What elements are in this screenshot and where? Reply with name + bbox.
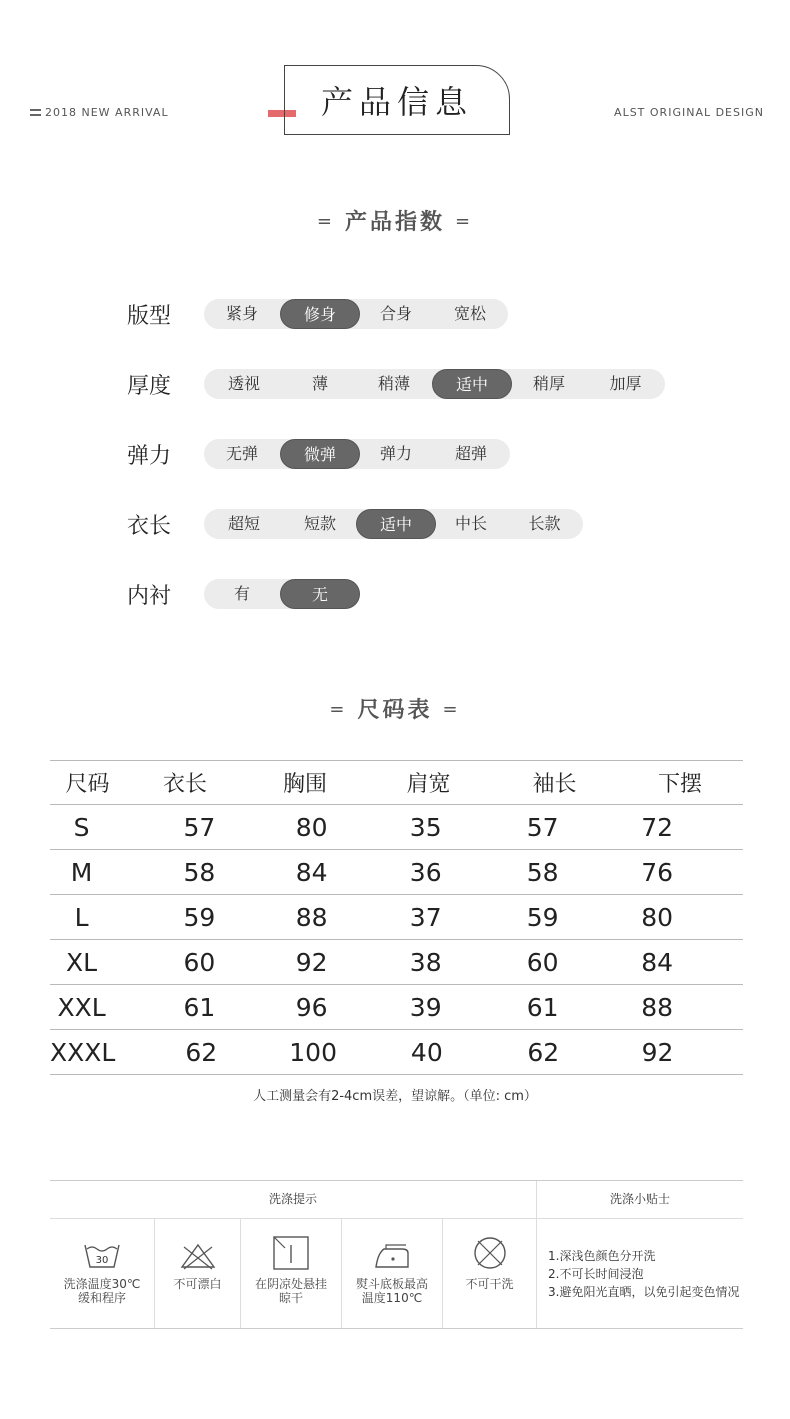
table-cell: 62 bbox=[527, 1037, 560, 1067]
table-header-cell: 胸围 bbox=[282, 772, 327, 797]
table-cell: 96 bbox=[295, 992, 328, 1022]
option-item-selected: 修身 bbox=[280, 299, 360, 329]
measurement-note: 人工测量会有2-4cm误差，望谅解。（单位: cm） bbox=[253, 1089, 537, 1104]
option-item: 短款 bbox=[303, 514, 336, 533]
option-track bbox=[204, 439, 510, 469]
option-track bbox=[204, 579, 360, 609]
option-item: 紧身 bbox=[225, 304, 258, 323]
index-label: 内衬 bbox=[127, 583, 172, 609]
size-chart-title bbox=[0, 693, 790, 724]
care-item bbox=[443, 1219, 536, 1328]
table-cell: 92 bbox=[641, 1037, 674, 1067]
table-cell: XXL bbox=[57, 992, 106, 1022]
eq-icon: = bbox=[455, 211, 474, 232]
table-cell: 59 bbox=[526, 902, 559, 932]
table-row bbox=[50, 1030, 743, 1075]
table-cell: XXXL bbox=[50, 1037, 116, 1067]
option-item-selected: 无 bbox=[280, 579, 360, 609]
table-cell: 60 bbox=[526, 947, 559, 977]
table-cell: 80 bbox=[295, 812, 328, 842]
care-item bbox=[50, 1219, 154, 1328]
index-label: 版型 bbox=[127, 303, 172, 329]
tip-item: 3.避免阳光直晒，以免引起变色情况 bbox=[548, 1285, 740, 1299]
care-label: 晾干 bbox=[278, 1291, 303, 1305]
iron-low-icon bbox=[372, 1239, 412, 1271]
table-cell: 88 bbox=[641, 992, 674, 1022]
wash-temp-text: 30 bbox=[95, 1255, 109, 1266]
care-label: 在阴凉处悬挂 bbox=[254, 1277, 327, 1291]
care-label: 不可漂白 bbox=[173, 1277, 222, 1291]
option-item: 稍薄 bbox=[377, 374, 410, 393]
option-track bbox=[204, 509, 583, 539]
index-row-thickness bbox=[127, 368, 665, 400]
care-label: 熨斗底板最高 bbox=[355, 1277, 428, 1291]
table-cell: 57 bbox=[183, 812, 216, 842]
care-item bbox=[241, 1219, 341, 1328]
table-cell: 39 bbox=[409, 992, 442, 1022]
tip-item: 1.深浅色颜色分开洗 bbox=[548, 1249, 656, 1263]
table-header-row bbox=[50, 760, 743, 805]
tip-item: 2.不可长时间浸泡 bbox=[548, 1267, 644, 1281]
table-cell: 80 bbox=[641, 902, 674, 932]
index-label: 弹力 bbox=[127, 443, 172, 469]
option-item-selected: 适中 bbox=[356, 509, 436, 539]
double-line-icon bbox=[30, 109, 41, 116]
size-chart-title-text: 尺码表 bbox=[357, 698, 433, 723]
header-left-tag bbox=[30, 106, 169, 119]
option-item: 超短 bbox=[227, 514, 260, 533]
table-header-cell: 衣长 bbox=[162, 772, 207, 797]
table-cell: 60 bbox=[183, 947, 216, 977]
eq-icon: = bbox=[316, 211, 335, 232]
option-item: 有 bbox=[233, 584, 250, 603]
option-item: 无弹 bbox=[225, 444, 258, 463]
table-cell: 76 bbox=[641, 857, 674, 887]
option-item: 超弹 bbox=[454, 444, 487, 463]
table-header-cell: 袖长 bbox=[532, 772, 577, 797]
table-cell: 38 bbox=[409, 947, 442, 977]
index-row-length bbox=[127, 508, 583, 540]
care-label: 温度110℃ bbox=[361, 1291, 423, 1305]
page-title: 产品信息 bbox=[284, 65, 510, 135]
table-row bbox=[50, 985, 743, 1030]
option-track bbox=[204, 299, 508, 329]
table-header-cell: 尺码 bbox=[65, 772, 110, 797]
index-label: 衣长 bbox=[127, 513, 172, 539]
table-cell: 36 bbox=[409, 857, 442, 887]
table-cell: 58 bbox=[183, 857, 216, 887]
table-cell: 57 bbox=[526, 812, 559, 842]
eq-icon: = bbox=[442, 699, 461, 720]
table-cell: 72 bbox=[641, 812, 674, 842]
option-item: 加厚 bbox=[609, 374, 642, 393]
table-cell: S bbox=[73, 812, 90, 842]
index-label: 厚度 bbox=[127, 373, 172, 399]
header-left-text: 2018 NEW ARRIVAL bbox=[45, 106, 169, 119]
line-dry-shade-icon bbox=[271, 1235, 311, 1271]
table-cell: 35 bbox=[409, 812, 442, 842]
table-cell: 58 bbox=[526, 857, 559, 887]
care-item bbox=[342, 1219, 442, 1328]
table-header-cell: 下摆 bbox=[657, 772, 702, 797]
table-cell: 88 bbox=[295, 902, 328, 932]
eq-icon: = bbox=[329, 699, 348, 720]
option-item: 长款 bbox=[528, 514, 561, 533]
table-cell: 62 bbox=[185, 1037, 218, 1067]
option-item-selected: 微弹 bbox=[280, 439, 360, 469]
index-row-lining bbox=[127, 578, 360, 610]
table-row bbox=[50, 895, 743, 940]
option-item: 薄 bbox=[311, 374, 328, 393]
size-table bbox=[50, 760, 743, 1075]
option-item: 合身 bbox=[379, 304, 412, 323]
table-cell: 84 bbox=[295, 857, 328, 887]
option-item: 宽松 bbox=[453, 304, 486, 323]
table-row bbox=[50, 940, 743, 985]
care-tips bbox=[548, 1247, 739, 1301]
care-label: 缓和程序 bbox=[77, 1291, 126, 1305]
no-dry-clean-icon bbox=[470, 1235, 510, 1271]
option-item: 稍厚 bbox=[532, 374, 565, 393]
care-table bbox=[50, 1180, 743, 1329]
table-cell: XL bbox=[66, 947, 98, 977]
header-right-text: ALST ORIGINAL DESIGN bbox=[614, 106, 764, 119]
index-row-elasticity bbox=[127, 438, 510, 470]
option-item: 透视 bbox=[227, 374, 260, 393]
option-item: 弹力 bbox=[379, 444, 412, 463]
table-row bbox=[50, 850, 743, 895]
table-cell: 59 bbox=[183, 902, 216, 932]
table-cell: 84 bbox=[641, 947, 674, 977]
table-cell: 61 bbox=[183, 992, 216, 1022]
table-cell: 61 bbox=[526, 992, 559, 1022]
wash-30-icon bbox=[82, 1239, 122, 1271]
tips-title: 洗涤小贴士 bbox=[609, 1192, 670, 1206]
table-cell: 37 bbox=[409, 902, 442, 932]
table-cell: L bbox=[74, 902, 89, 932]
care-label: 不可干洗 bbox=[465, 1277, 514, 1291]
table-row bbox=[50, 805, 743, 850]
index-row-fit bbox=[127, 298, 508, 330]
wash-title: 洗涤提示 bbox=[268, 1192, 317, 1206]
option-item: 中长 bbox=[454, 514, 487, 533]
divider bbox=[536, 1181, 537, 1328]
option-track bbox=[204, 369, 665, 399]
table-cell: 100 bbox=[289, 1037, 337, 1067]
table-cell: 40 bbox=[410, 1037, 443, 1067]
option-item-selected: 适中 bbox=[432, 369, 512, 399]
table-cell: M bbox=[70, 857, 93, 887]
table-header-cell: 肩宽 bbox=[406, 772, 451, 797]
care-item bbox=[155, 1219, 240, 1328]
care-label: 洗涤温度30℃ bbox=[63, 1277, 141, 1291]
product-index-title-text: 产品指数 bbox=[344, 210, 445, 235]
product-index-title bbox=[0, 205, 790, 236]
no-bleach-icon bbox=[178, 1239, 218, 1271]
table-cell: 92 bbox=[295, 947, 328, 977]
